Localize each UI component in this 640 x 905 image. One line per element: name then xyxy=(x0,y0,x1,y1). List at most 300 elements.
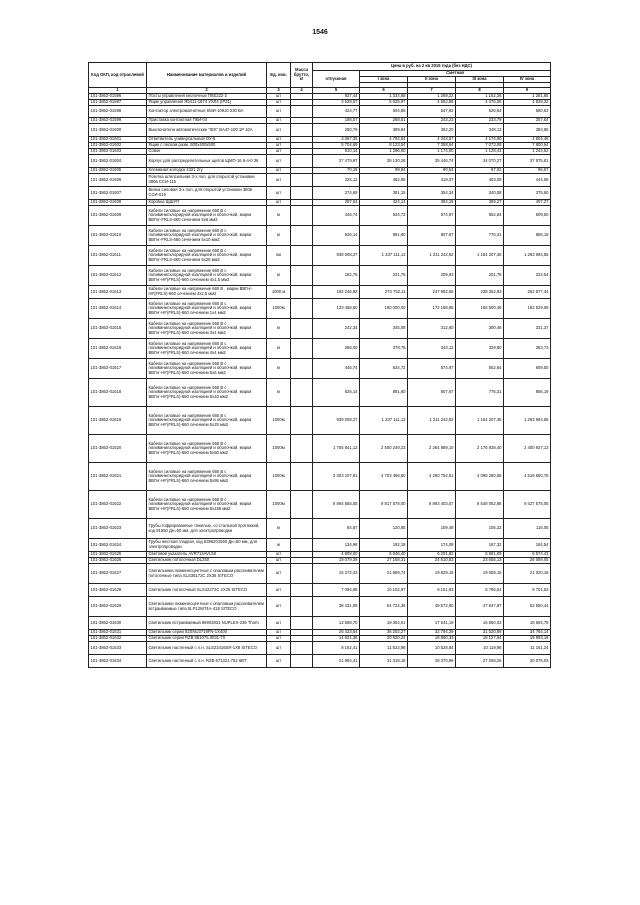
price-zone1: 1 337 111,13 xyxy=(360,407,408,435)
price-zone3: 4 376,06 xyxy=(456,100,504,106)
item-unit: шт xyxy=(267,597,291,617)
price-zone2: 419,37 xyxy=(408,174,456,187)
price-release: 266,00 xyxy=(313,339,360,359)
header-price-title: Цена в руб. на 2 кв 2015 года (без НДС) xyxy=(313,63,551,71)
item-name: Коробка ЩШУП xyxy=(147,200,267,206)
price-zone1: 273 752,11 xyxy=(360,286,408,299)
column-number: 3 xyxy=(267,88,291,94)
price-zone1: 54 724,36 xyxy=(360,597,408,617)
item-name: Кабели силовые на напряжение 660 В с поливинилхлоридной изоляцией и оболочкой, марки ВВГнг-HF(FRLS)-660 сечением 5х10 мм2 xyxy=(147,379,267,407)
price-release: 134,96 xyxy=(313,539,360,552)
table-row xyxy=(89,407,551,435)
item-code: 101-3862-01619 xyxy=(89,407,147,435)
item-unit: м xyxy=(267,319,291,339)
price-zone4: 609,50 xyxy=(504,359,551,379)
item-name: Кабели силовые на напряжение 660 В с поливинилхлоридной изоляцией и оболочкой, марки ВВГнг-HF(FRLS)-660 сечением 5х95 мм2 xyxy=(147,463,267,491)
item-code: 101-3862-01632 xyxy=(89,636,147,642)
item-mass xyxy=(291,617,313,630)
item-name: Кабели силовые на напряжение 660 В с поливинилхлоридной изоляцией и оболочкой, марки ВВГнг-FRLS-660 сечением 5х6 мм2 xyxy=(147,206,267,226)
item-name: Световой указатель AVR714AVL58 xyxy=(147,552,267,558)
table-row xyxy=(89,174,551,187)
price-release: 4 808,00 xyxy=(313,552,360,558)
header-zone1: I зона xyxy=(360,77,408,83)
price-zone1: 6 846,40 xyxy=(360,552,408,558)
table-row xyxy=(89,246,551,266)
item-unit: шт xyxy=(267,168,291,174)
item-mass xyxy=(291,584,313,597)
page-number: 1546 xyxy=(312,29,328,36)
price-release: 3 367,35 xyxy=(313,137,360,143)
price-zone4: 9 701,63 xyxy=(504,584,551,597)
table-row xyxy=(89,379,551,407)
item-mass xyxy=(291,539,313,552)
item-mass xyxy=(291,319,313,339)
price-zone4: 4 828,32 xyxy=(504,100,551,106)
item-code: 101-3862-01603 xyxy=(89,149,147,155)
column-number: 9 xyxy=(504,88,551,94)
item-unit: м xyxy=(267,539,291,552)
price-zone1: 4 703 466,50 xyxy=(360,463,408,491)
table-row xyxy=(89,642,551,655)
item-unit: 1000 м xyxy=(267,286,291,299)
item-name: Розетка штепсельная 3-х пол. для открытой установки 380в ССИ-115 xyxy=(147,174,267,187)
price-release: 13 598,70 xyxy=(313,617,360,630)
price-release: 70,19 xyxy=(313,168,360,174)
item-unit: шт xyxy=(267,187,291,200)
price-zone3: 1 162,26 xyxy=(456,94,504,100)
table-row xyxy=(89,564,551,584)
price-zone4: 18 594,78 xyxy=(504,617,551,630)
price-zone1: 345,08 xyxy=(360,319,408,339)
price-zone4: 95,97 xyxy=(504,168,551,174)
item-name: Светильник настенный с л.н. SLS23416SR-1Х8 SITECO xyxy=(147,642,267,655)
table-row xyxy=(89,463,551,491)
price-release: 6 894 555,55 xyxy=(313,491,360,519)
item-name: Кабели силовые на напряжение 660 В с поливинилхлоридной изоляцией и оболочкой, марки ВВГнг-HF(FRLS)-660 сечением 1х4 мм2 xyxy=(147,299,267,319)
item-code: 101-3862-01613 xyxy=(89,286,147,299)
price-zone4: 383,95 xyxy=(504,124,551,137)
item-unit: м xyxy=(267,226,291,246)
item-unit: м xyxy=(267,206,291,226)
column-number: 2 xyxy=(147,88,267,94)
price-zone4: 21 020,16 xyxy=(504,564,551,584)
item-mass xyxy=(291,491,313,519)
price-zone1: 20 820,24 xyxy=(360,636,408,642)
item-name: Ящик управления Я5411-1874 УХЛ4 (IP31) xyxy=(147,100,267,106)
item-code: 101-3862-01620 xyxy=(89,435,147,463)
price-zone2: 574,97 xyxy=(408,206,456,226)
item-code: 101-3862-01596 xyxy=(89,94,147,100)
item-code: 101-3862-01605 xyxy=(89,168,147,174)
item-name: Кабели силовые на напряжение 660 В с поливинилхлоридной изоляцией и оболочкой, марки ВВГнг-HF(FRLS)-660 сечением 5х6 мм2 xyxy=(147,359,267,379)
item-code: 101-3862-01624 xyxy=(89,539,147,552)
price-release: 910,14 xyxy=(313,149,360,155)
table-row xyxy=(89,266,551,286)
item-unit: шт xyxy=(267,642,291,655)
price-zone2: 172 188,85 xyxy=(408,299,456,319)
price-zone4: 609,50 xyxy=(504,206,551,226)
price-zone3: 233,79 xyxy=(456,118,504,124)
price-zone2: 8 893 403,57 xyxy=(408,491,456,519)
price-zone1: 36 202,27 xyxy=(360,630,408,636)
price-release: 325,12 xyxy=(313,174,360,187)
price-zone2: 4 343,57 xyxy=(408,137,456,143)
price-zone3: 165 500,48 xyxy=(456,299,504,319)
price-zone3: 526,64 xyxy=(456,106,504,118)
price-zone3: 1 164 207,36 xyxy=(456,407,504,435)
price-zone2: 312,60 xyxy=(408,319,456,339)
item-mass xyxy=(291,564,313,584)
price-zone3: 7 073,08 xyxy=(456,143,504,149)
header-mass: Масса брутто, кг xyxy=(291,63,313,88)
item-name: Вилка силовая 3-х пол. для открытой установки 380в ССИ-015 xyxy=(147,187,267,200)
table-row xyxy=(89,617,551,630)
price-release: 1 755 841,12 xyxy=(313,435,360,463)
price-zone4: 52 550,44 xyxy=(504,597,551,617)
item-unit: 1000м xyxy=(267,407,291,435)
price-zone3: 34 070,27 xyxy=(456,155,504,168)
price-release: 297,64 xyxy=(313,200,360,206)
header-estimate: Сметная xyxy=(360,71,551,77)
price-zone1: 399,84 xyxy=(360,124,408,137)
price-zone2: 90,54 xyxy=(408,168,456,174)
item-code: 101-3862-01622 xyxy=(89,491,147,519)
price-release: 38 431,08 xyxy=(313,597,360,617)
price-zone1: 120,85 xyxy=(360,519,408,539)
price-zone4: 222,54 xyxy=(504,266,551,286)
item-code: 101-3862-01629 xyxy=(89,597,147,617)
price-zone3: 47 647,87 xyxy=(456,597,504,617)
price-zone1: 1 334,68 xyxy=(360,94,408,100)
price-zone1: 11 622,98 xyxy=(360,642,408,655)
price-zone1: 378,76 xyxy=(360,339,408,359)
price-zone3: 23 655,13 xyxy=(456,558,504,564)
item-unit: шт xyxy=(267,558,291,564)
item-unit: шт xyxy=(267,636,291,642)
price-zone4: 7 800,64 xyxy=(504,143,551,149)
price-zone2: 247 982,55 xyxy=(408,286,456,299)
price-zone3: 18 127,94 xyxy=(456,636,504,642)
item-mass xyxy=(291,174,313,187)
price-zone1: 634,72 xyxy=(360,359,408,379)
item-name: Кабели силовые на напряжение 660 В с поливинилхлоридной изоляцией и оболочкой, марки ВВГнг-FRLS-660 сечением 5х25 мм2 xyxy=(147,246,267,266)
table-row xyxy=(89,124,551,137)
price-zone1: 10 102,97 xyxy=(360,584,408,597)
item-mass xyxy=(291,339,313,359)
item-code: 101-3862-01617 xyxy=(89,359,147,379)
price-release: 242,34 xyxy=(313,319,360,339)
price-zone3: 238 352,83 xyxy=(456,286,504,299)
item-unit: м xyxy=(267,339,291,359)
price-zone2: 243,23 xyxy=(408,118,456,124)
item-name: Приставка контактная ПКИ-04 xyxy=(147,118,267,124)
price-zone1: 5 025,97 xyxy=(360,100,408,106)
price-release: 19 079,39 xyxy=(313,558,360,564)
item-name: Кабели силовые на напряжение 660 В с поливинилхлоридной изоляцией и оболочкой, марки ВВГнг-HF(FRLS)-660 сечением 5х25 мм2 xyxy=(147,407,267,435)
price-zone2: 807,67 xyxy=(408,379,456,407)
price-zone1: 190 000,00 xyxy=(360,299,408,319)
table-row xyxy=(89,286,551,299)
header-zone4: IV зона xyxy=(504,77,551,83)
item-code: 101-3862-01604 xyxy=(89,155,147,168)
item-mass xyxy=(291,226,313,246)
price-zone1: 231,75 xyxy=(360,266,408,286)
item-unit: 1000м xyxy=(267,463,291,491)
price-release: 3 528,57 xyxy=(313,100,360,106)
price-release: 3 303 107,81 xyxy=(313,463,360,491)
price-zone2: 1 269,22 xyxy=(408,94,456,100)
column-number: 4 xyxy=(291,88,313,94)
price-zone3: 5 961,09 xyxy=(456,552,504,558)
price-zone1: 391,15 xyxy=(360,187,408,200)
price-zone3: 403,09 xyxy=(456,174,504,187)
price-zone2: 807,67 xyxy=(408,226,456,246)
item-code: 101-3862-01634 xyxy=(89,655,147,668)
price-zone3: 10 119,98 xyxy=(456,642,504,655)
price-zone2: 574,97 xyxy=(408,359,456,379)
price-zone4: 856,19 xyxy=(504,226,551,246)
price-release: 188,57 xyxy=(313,118,360,124)
item-name: Трубы жесткая гладкая, код 8396201550 Дн=50 мм, для электропроводки xyxy=(147,539,267,552)
price-zone3: 329,80 xyxy=(456,339,504,359)
price-zone2: 7 358,64 xyxy=(408,143,456,149)
price-zone3: 348,13 xyxy=(456,124,504,137)
item-unit: шт xyxy=(267,137,291,143)
price-zone4: 1 244,52 xyxy=(504,149,551,155)
header-release: отпускная xyxy=(313,71,360,88)
item-mass xyxy=(291,435,313,463)
price-zone2: 19 829,16 xyxy=(408,564,456,584)
table-row xyxy=(89,206,551,226)
item-name: Светильник серии RZB 981075.0031-70 xyxy=(147,636,267,642)
table-row xyxy=(89,187,551,200)
price-zone2: 35 446,74 xyxy=(408,155,456,168)
price-zone3: 776,31 xyxy=(456,226,504,246)
item-mass xyxy=(291,379,313,407)
price-zone1: 192,18 xyxy=(360,539,408,552)
price-zone4: 37 575,81 xyxy=(504,155,551,168)
item-unit: 1000м xyxy=(267,299,291,319)
price-zone4: 1 283 994,55 xyxy=(504,246,551,266)
price-release: 14 621,36 xyxy=(313,636,360,642)
price-zone3: 8 796,54 xyxy=(456,584,504,597)
item-code: 101-3862-01611 xyxy=(89,246,147,266)
item-name: Кабели силовые на напряжение 660 В с поливинилхлоридной изоляцией и оболочкой, марки ВВГнг-HF(FRLS)-660 сечением 4х1,5 мм2 xyxy=(147,266,267,286)
item-name: Светильник потолочный DL250 xyxy=(147,558,267,564)
price-zone2: 6 201,92 xyxy=(408,552,456,558)
table-row xyxy=(89,519,551,539)
price-zone1: 634,72 xyxy=(360,206,408,226)
item-mass xyxy=(291,155,313,168)
item-name: Трубы гофрированные тяжелые, со стальной протяжкой, код 91550 Дн=50 мм, для электропроводки xyxy=(147,519,267,539)
price-zone3: 16 860,02 xyxy=(456,617,504,630)
price-zone4: 6 574,43 xyxy=(504,552,551,558)
price-zone1: 1 296,00 xyxy=(360,149,408,155)
item-unit: 1000м xyxy=(267,435,291,463)
item-code: 101-3862-01598 xyxy=(89,106,147,118)
item-mass xyxy=(291,124,313,137)
price-zone1: 9 817 578,00 xyxy=(360,491,408,519)
item-unit: м xyxy=(267,379,291,407)
table-row xyxy=(89,299,551,319)
column-number: 5 xyxy=(313,88,360,94)
item-unit: м xyxy=(267,359,291,379)
price-zone1: 1 337 111,13 xyxy=(360,246,408,266)
price-zone1: 891,60 xyxy=(360,379,408,407)
item-unit: шт xyxy=(267,564,291,584)
item-code: 101-3862-01610 xyxy=(89,226,147,246)
price-zone2: 1 211 242,62 xyxy=(408,246,456,266)
item-code: 101-3862-01597 xyxy=(89,100,147,106)
table-row xyxy=(89,226,551,246)
price-release: 280,79 xyxy=(313,124,360,137)
item-name: Ответвитель универсальный ОУ-6 xyxy=(147,137,267,143)
item-unit: шт xyxy=(267,617,291,630)
table-row xyxy=(89,435,551,463)
item-code: 101-3862-01626 xyxy=(89,558,147,564)
item-code: 101-3862-01616 xyxy=(89,339,147,359)
price-zone3: 105,22 xyxy=(456,519,504,539)
item-unit: шт xyxy=(267,94,291,100)
item-name: Контактор электромагнитные КМИ-10910 230 ВА xyxy=(147,106,267,118)
item-unit: шт xyxy=(267,200,291,206)
price-zone1: 424,14 xyxy=(360,200,408,206)
item-name: Светильник настенный с л.н. RZB 671321.752 6BT xyxy=(147,655,267,668)
price-zone3: 27 269,25 xyxy=(456,655,504,668)
item-unit: шт xyxy=(267,655,291,668)
item-code: 101-3862-01625 xyxy=(89,552,147,558)
price-release: 445,74 xyxy=(313,206,360,226)
price-zone3: 340,58 xyxy=(456,187,504,200)
price-zone3: 552,64 xyxy=(456,359,504,379)
price-zone3: 776,31 xyxy=(456,379,504,407)
item-name: Клеммная колодка 4321 2гу xyxy=(147,168,267,174)
price-zone4: 580,63 xyxy=(504,106,551,118)
item-name: Кабели силовые на напряжение 660 В с поливинилхлоридной изоляцией и оболочкой, марки ВВГнг-HF(FRLS)-660 сечением 3х4 мм2 xyxy=(147,319,267,339)
item-code: 101-3862-01599 xyxy=(89,118,147,124)
table-row xyxy=(89,319,551,339)
price-zone4: 4 604,46 xyxy=(504,137,551,143)
price-zone2: 343,12 xyxy=(408,339,456,359)
item-unit: шт xyxy=(267,124,291,137)
item-unit: шт xyxy=(267,155,291,168)
item-code: 101-3862-01607 xyxy=(89,187,147,200)
item-mass xyxy=(291,187,313,200)
item-unit: 1000м xyxy=(267,491,291,519)
item-unit: км xyxy=(267,246,291,266)
item-unit: шт xyxy=(267,143,291,149)
item-code: 101-3862-01600 xyxy=(89,124,147,137)
item-mass xyxy=(291,246,313,266)
item-code: 101-3862-01628 xyxy=(89,584,147,597)
price-zone2: 32 794,39 xyxy=(408,630,456,636)
item-code: 101-3862-01630 xyxy=(89,617,147,630)
price-zone2: 1 174,00 xyxy=(408,149,456,155)
price-zone4: 116,05 xyxy=(504,519,551,539)
table-row xyxy=(89,539,551,552)
price-zone4: 4 516 650,76 xyxy=(504,463,551,491)
price-release: 84,87 xyxy=(313,519,360,539)
item-mass xyxy=(291,463,313,491)
item-name: Кабели силовые на напряжение 660 В с поливинилхлоридной изоляцией и оболочкой, марки ВВГнг-HF(FRLS)-660 сечением 4х4 мм2 xyxy=(147,339,267,359)
table-row xyxy=(89,584,551,597)
table-row xyxy=(89,359,551,379)
price-zone1: 8 123,54 xyxy=(360,143,408,149)
price-release: 937,44 xyxy=(313,94,360,100)
column-number: 6 xyxy=(360,88,408,94)
price-zone4: 331,37 xyxy=(504,319,551,339)
item-code: 101-3862-01618 xyxy=(89,379,147,407)
price-release: 25 423,64 xyxy=(313,630,360,636)
price-zone3: 167,32 xyxy=(456,539,504,552)
price-zone4: 375,60 xyxy=(504,187,551,200)
item-mass xyxy=(291,655,313,668)
price-zone2: 4 260 754,51 xyxy=(408,463,456,491)
item-mass xyxy=(291,286,313,299)
item-code: 101-3862-01633 xyxy=(89,642,147,655)
item-code: 101-3862-01608 xyxy=(89,200,147,206)
price-release: 938 008,27 xyxy=(313,246,360,266)
price-release: 445,74 xyxy=(313,359,360,379)
price-zone1: 462,95 xyxy=(360,174,408,187)
table-row xyxy=(89,491,551,519)
item-name: Корпус для распределительных щитов ЩМП-16 6-4-0 36 xyxy=(147,155,267,168)
item-name: Посты управления кнопочные ПКЕ222-2 xyxy=(147,94,267,100)
item-name: Светильники люминесцентные с опаловым рассеивателем встраиваемые типа 5LP12W74A-418 SITECO xyxy=(147,597,267,617)
item-mass xyxy=(291,642,313,655)
price-zone1: 31 319,18 xyxy=(360,655,408,668)
table-row xyxy=(89,106,551,118)
price-zone4: 2 400 927,13 xyxy=(504,435,551,463)
item-name: Ящик с песком разм. 900х400х500 xyxy=(147,143,267,149)
price-zone2: 1 211 242,62 xyxy=(408,407,456,435)
item-unit: м xyxy=(267,519,291,539)
item-unit: шт xyxy=(267,106,291,118)
item-name: Светильник встраиваемый 96903831 NUPLEX-236 Thorn xyxy=(147,617,267,630)
item-name: Совок xyxy=(147,149,267,155)
header-zone3: III зона xyxy=(456,77,504,83)
table-row xyxy=(89,597,551,617)
price-zone2: 18 860,33 xyxy=(408,636,456,642)
item-unit: шт xyxy=(267,118,291,124)
price-zone3: 87,02 xyxy=(456,168,504,174)
price-release: 274,69 xyxy=(313,187,360,200)
price-zone4: 26 089,05 xyxy=(504,558,551,564)
price-release: 424,77 xyxy=(313,106,360,118)
table-row xyxy=(89,655,551,668)
price-zone2: 384,19 xyxy=(408,200,456,206)
price-zone2: 174,08 xyxy=(408,539,456,552)
price-zone4: 9 427 575,05 xyxy=(504,491,551,519)
item-name: Выключатели автоматические "IEK" ВА47-100 1Р 10А xyxy=(147,124,267,137)
item-unit: шт xyxy=(267,149,291,155)
header-zone2: II зона xyxy=(408,77,456,83)
price-zone4: 182 529,09 xyxy=(504,299,551,319)
item-unit: шт xyxy=(267,584,291,597)
header-code: Код ОКП, код отраслевой xyxy=(89,63,147,88)
item-code: 101-3862-01601 xyxy=(89,137,147,143)
price-release: 21 994,41 xyxy=(313,655,360,668)
price-zone4: 407,27 xyxy=(504,200,551,206)
price-zone1: 21 889,74 xyxy=(360,564,408,584)
item-mass xyxy=(291,359,313,379)
header-unit: Ед. изм. xyxy=(267,63,291,88)
price-zone3: 300,46 xyxy=(456,319,504,339)
column-number: 7 xyxy=(408,88,456,94)
price-zone2: 2 264 889,10 xyxy=(408,435,456,463)
price-zone1: 2 500 249,23 xyxy=(360,435,408,463)
price-zone1: 268,51 xyxy=(360,118,408,124)
